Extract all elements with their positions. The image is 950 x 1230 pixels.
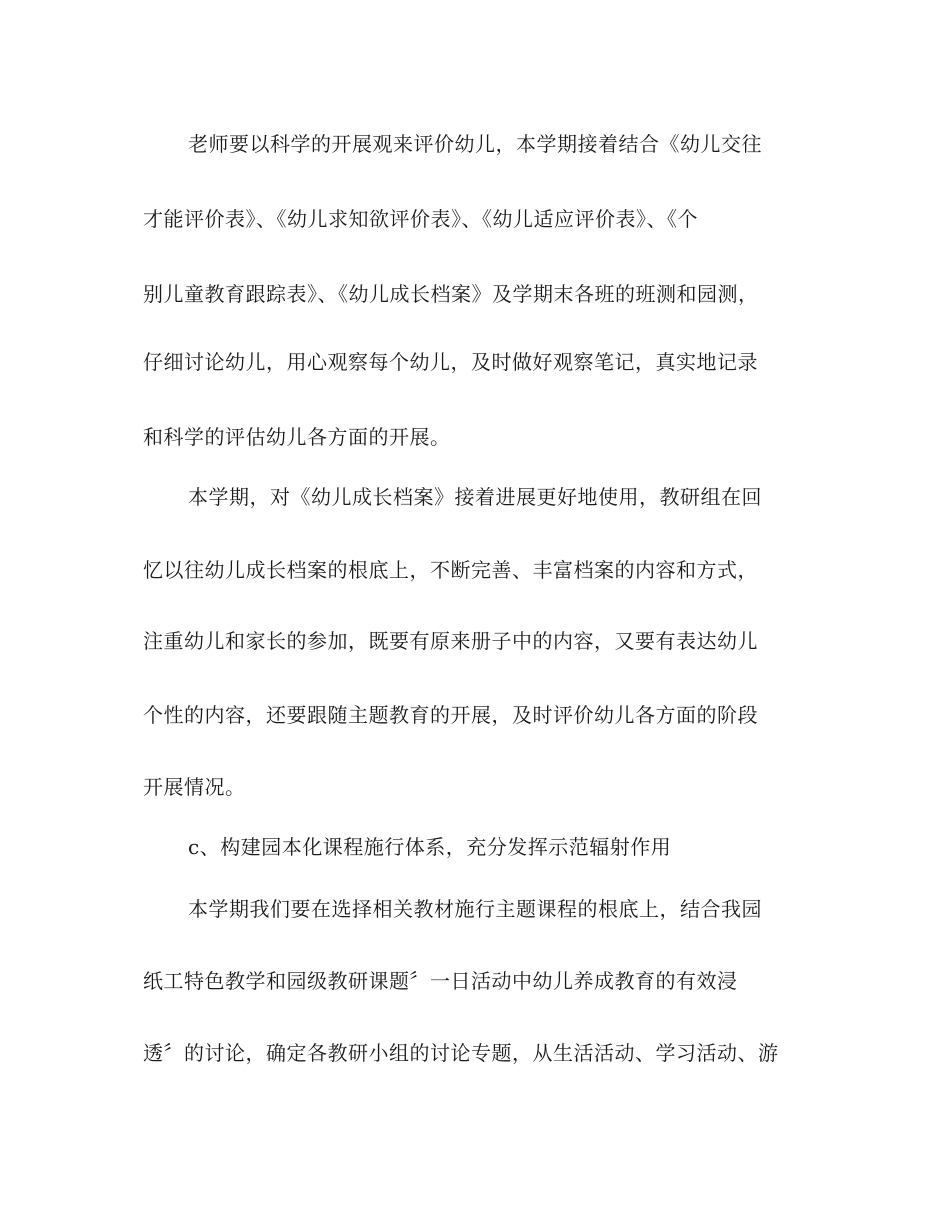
text-line-6: 本学期，对《幼儿成长档案》接着进展更好地使用，教研组在回	[188, 485, 762, 509]
text-line-13: 纸工特色教学和园级教研课题〞一日活动中幼儿养成教育的有效浸	[143, 969, 738, 993]
text-line-8: 注重幼儿和家长的参加，既要有原来册子中的内容，又要有表达幼儿	[143, 629, 758, 653]
text-line-7: 忆以往幼儿成长档案的根底上，不断完善、丰富档案的内容和方式，	[143, 558, 758, 582]
text-line-2: 才能评价表》、《幼儿求知欲评价表》、《幼儿适应评价表》、《个	[143, 207, 698, 231]
text-line-1: 老师要以科学的开展观来评价幼儿，本学期接着结合《幼儿交往	[188, 132, 762, 156]
text-line-9: 个性的内容，还要跟随主题教育的开展，及时评价幼儿各方面的阶段	[143, 703, 758, 727]
text-line-14: 透〞的讨论，确定各教研小组的讨论专题，从生活活动、学习活动、游	[143, 1041, 779, 1065]
text-line-5: 和科学的评估幼儿各方面的开展。	[143, 425, 451, 449]
text-line-11: c、构建园本化课程施行体系，充分发挥示范辐射作用	[188, 835, 672, 859]
text-line-10: 开展情况。	[143, 775, 246, 799]
text-line-4: 仔细讨论幼儿，用心观察每个幼儿，及时做好观察笔记，真实地记录	[143, 350, 758, 374]
text-line-12: 本学期我们要在选择相关教材施行主题课程的根底上，结合我园	[188, 897, 762, 921]
text-line-3: 别儿童教育跟踪表》、《幼儿成长档案》及学期末各班的班测和园测，	[143, 282, 759, 306]
